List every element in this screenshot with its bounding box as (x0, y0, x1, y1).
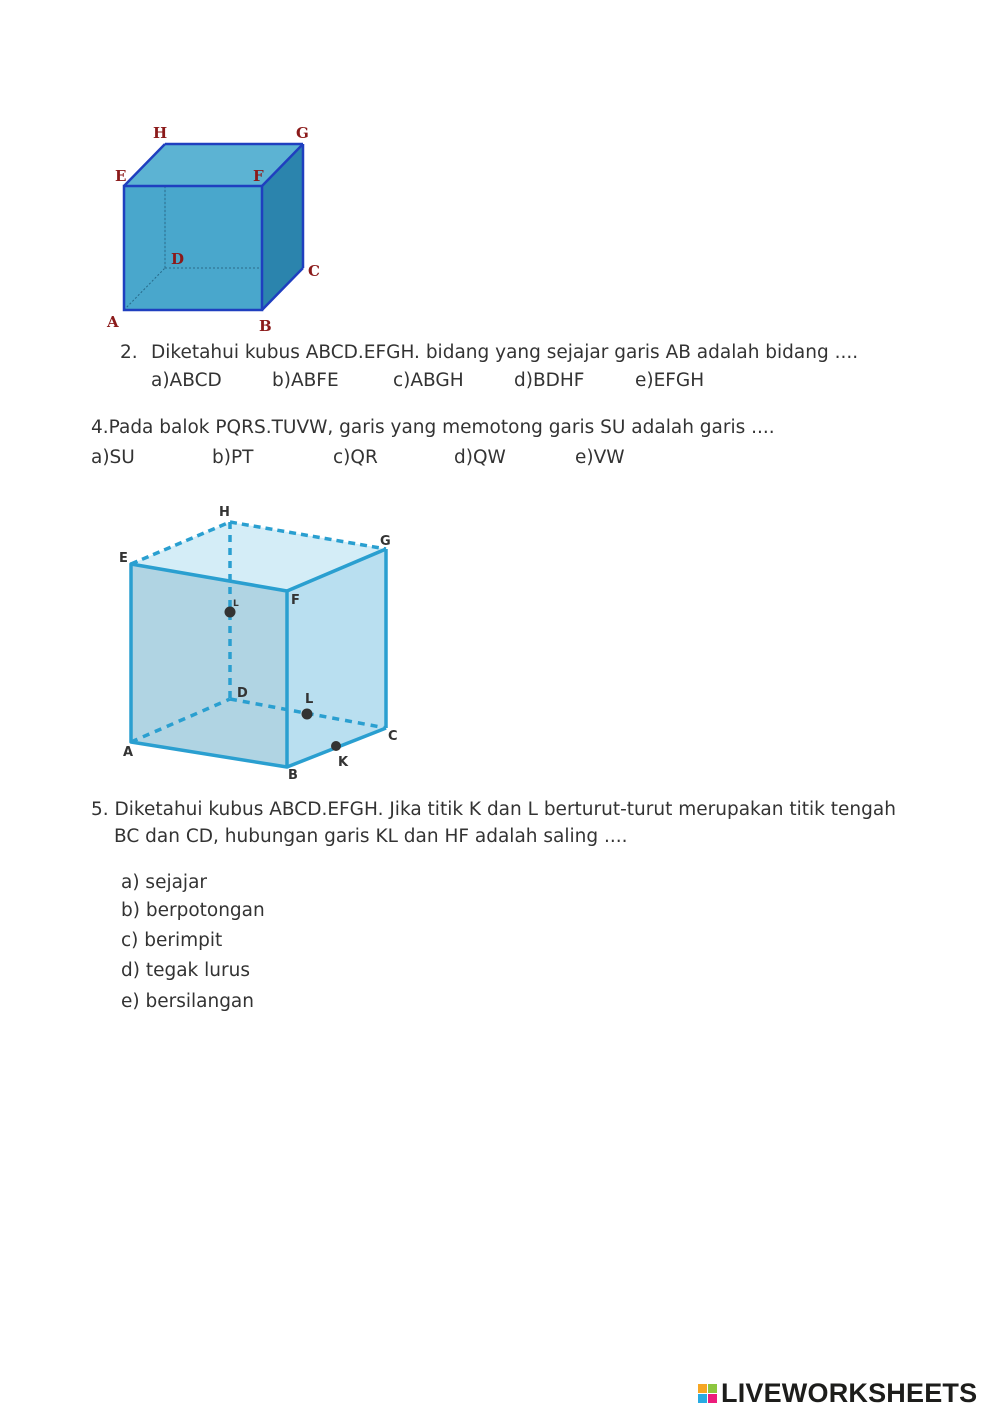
question-4-option-a[interactable]: a)SU (91, 447, 135, 468)
point-k-label: K (338, 755, 349, 770)
question-4-option-d[interactable]: d)QW (454, 447, 506, 468)
vertex-label-e: E (119, 551, 128, 566)
vertex-label-f: F (253, 167, 264, 185)
vertex-label-h: H (153, 124, 168, 142)
point-l-label: L (305, 692, 314, 707)
liveworksheets-brand: LIVEWORKSHEETS (721, 1377, 978, 1408)
question-2-option-a[interactable]: a)ABCD (151, 370, 222, 391)
vertex-label-b: B (288, 768, 298, 783)
question-5-option-e[interactable]: e) bersilangan (121, 991, 254, 1012)
vertex-label-g: G (380, 534, 391, 549)
cube-front-face (124, 186, 262, 310)
vertex-label-b: B (259, 317, 272, 335)
question-5-option-a[interactable]: a) sejajar (121, 872, 208, 893)
question-2-option-d[interactable]: d)BDHF (514, 370, 585, 391)
vertex-label-c: C (388, 729, 398, 744)
vertex-label-g: G (296, 124, 309, 142)
question-2-option-e[interactable]: e)EFGH (635, 370, 705, 391)
question-2-number: 2. (120, 342, 138, 363)
vertex-label-f: F (291, 593, 300, 608)
point-l (302, 709, 313, 720)
cube-figure-1 (105, 118, 340, 338)
question-5-option-b[interactable]: b) berpotongan (121, 900, 265, 921)
question-2-text: Diketahui kubus ABCD.EFGH. bidang yang sejajar garis AB adalah bidang .... (151, 342, 859, 363)
question-2-option-b[interactable]: b)ABFE (272, 370, 339, 391)
question-4-option-e[interactable]: e)VW (575, 447, 625, 468)
question-5-option-d[interactable]: d) tegak lurus (121, 960, 250, 981)
vertex-label-d: D (237, 686, 248, 701)
question-5-text-line1: 5. Diketahui kubus ABCD.EFGH. Jika titik K dan L berturut-turut merupakan titik tengah (91, 799, 896, 820)
vertex-label-d: D (171, 250, 185, 268)
vertex-label-c: C (308, 262, 320, 280)
question-4-option-c[interactable]: c)QR (333, 447, 378, 468)
liveworksheets-footer (698, 1377, 977, 1409)
vertex-label-e: E (115, 167, 127, 185)
question-5-text-line2: BC dan CD, hubungan garis KL dan HF adalah saling .... (114, 826, 628, 847)
vertex-label-h: H (219, 505, 230, 520)
liveworksheets-logo-icon (698, 1384, 717, 1403)
cube-figure-2 (110, 498, 415, 788)
question-4-text: 4.Pada balok PQRS.TUVW, garis yang memotong garis SU adalah garis .... (91, 417, 775, 438)
question-4-option-b[interactable]: b)PT (212, 447, 254, 468)
point-k (331, 741, 341, 751)
question-2-option-c[interactable]: c)ABGH (393, 370, 464, 391)
point-l-midline-label: L (233, 599, 239, 609)
question-5-option-c[interactable]: c) berimpit (121, 930, 223, 951)
cube2-front-face (131, 564, 287, 767)
vertex-label-a: A (123, 745, 134, 760)
vertex-label-a: A (107, 313, 119, 331)
